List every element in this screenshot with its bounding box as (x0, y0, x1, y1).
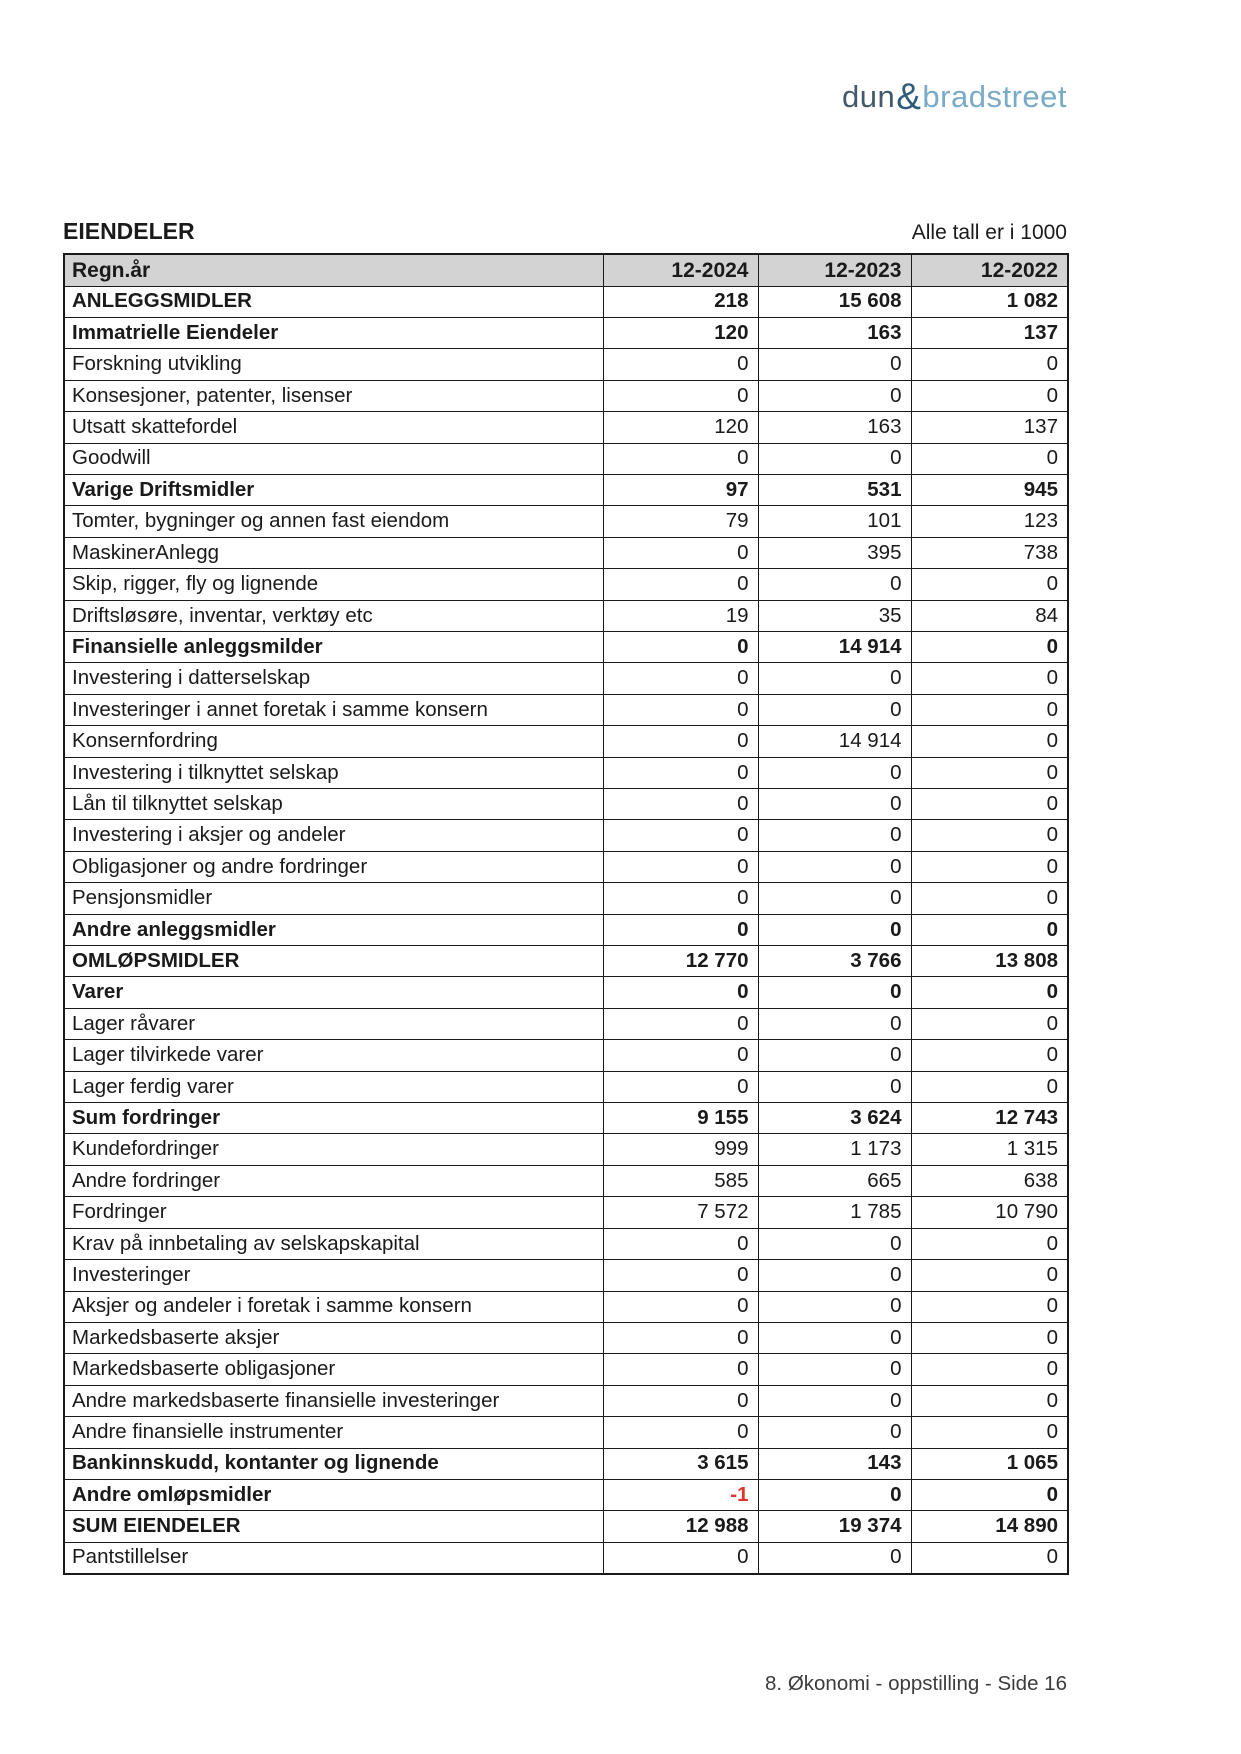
row-value: 0 (603, 663, 758, 694)
row-label: Lån til tilknyttet selskap (64, 789, 603, 820)
row-value: 0 (911, 1542, 1068, 1573)
row-value: 0 (911, 1322, 1068, 1353)
row-value: 120 (603, 317, 758, 348)
row-value: 0 (911, 851, 1068, 882)
row-value: 0 (603, 1071, 758, 1102)
row-label: Pantstillelser (64, 1542, 603, 1573)
table-row (64, 977, 1068, 1008)
row-value: 0 (758, 1385, 911, 1416)
row-value: 79 (603, 506, 758, 537)
row-value: 0 (603, 914, 758, 945)
column-header-12-2022: 12-2022 (911, 254, 1068, 286)
row-label: Pensjonsmidler (64, 883, 603, 914)
logo-text-bradstreet: bradstreet (922, 79, 1067, 114)
row-value: 0 (603, 1008, 758, 1039)
row-label: SUM EIENDELER (64, 1511, 603, 1542)
column-header-regnar: Regn.år (64, 254, 603, 286)
table-row (64, 1260, 1068, 1291)
table-row (64, 1479, 1068, 1510)
row-value: 0 (911, 914, 1068, 945)
row-value: 0 (911, 694, 1068, 725)
table-row (64, 506, 1068, 537)
row-value: 0 (603, 443, 758, 474)
row-label: Obligasjoner og andre fordringer (64, 851, 603, 882)
table-row (64, 569, 1068, 600)
row-label: Andre markedsbaserte finansielle investeringer (64, 1385, 603, 1416)
row-value: 0 (603, 1354, 758, 1385)
row-value: 0 (758, 1008, 911, 1039)
row-label: Kundefordringer (64, 1134, 603, 1165)
row-value: 0 (603, 883, 758, 914)
row-value: 0 (911, 883, 1068, 914)
row-value: 0 (911, 663, 1068, 694)
table-row (64, 1322, 1068, 1353)
table-row (64, 789, 1068, 820)
row-label: Goodwill (64, 443, 603, 474)
row-value: 1 082 (911, 286, 1068, 317)
row-label: Skip, rigger, fly og lignende (64, 569, 603, 600)
row-value: 137 (911, 412, 1068, 443)
table-row (64, 1165, 1068, 1196)
row-value: 163 (758, 412, 911, 443)
row-value: 0 (603, 820, 758, 851)
row-value: 0 (603, 1291, 758, 1322)
table-row (64, 443, 1068, 474)
row-value: 0 (603, 726, 758, 757)
row-label: Konsernfordring (64, 726, 603, 757)
row-value: 84 (911, 600, 1068, 631)
row-value: 0 (911, 1008, 1068, 1039)
row-label: Investeringer i annet foretak i samme konsern (64, 694, 603, 725)
row-label: Investeringer (64, 1260, 603, 1291)
row-value: 0 (758, 443, 911, 474)
row-label: MaskinerAnlegg (64, 537, 603, 568)
row-label: Krav på innbetaling av selskapskapital (64, 1228, 603, 1259)
row-value: 0 (603, 694, 758, 725)
table-row (64, 1417, 1068, 1448)
row-value: 999 (603, 1134, 758, 1165)
balance-sheet-table (63, 253, 1069, 1575)
row-label: Fordringer (64, 1197, 603, 1228)
row-label: Lager ferdig varer (64, 1071, 603, 1102)
table-row (64, 1542, 1068, 1573)
row-value: 218 (603, 286, 758, 317)
row-value: 0 (603, 1385, 758, 1416)
row-value: 0 (911, 1354, 1068, 1385)
row-label: Investering i datterselskap (64, 663, 603, 694)
row-value: 0 (758, 349, 911, 380)
row-value: 0 (911, 569, 1068, 600)
row-value: 7 572 (603, 1197, 758, 1228)
table-row (64, 946, 1068, 977)
row-value: 1 173 (758, 1134, 911, 1165)
row-value: 3 766 (758, 946, 911, 977)
row-value: 0 (603, 977, 758, 1008)
row-value: 19 374 (758, 1511, 911, 1542)
row-value: -1 (603, 1479, 758, 1510)
logo-ampersand-icon: & (896, 76, 922, 117)
row-label: Andre fordringer (64, 1165, 603, 1196)
row-value: 14 914 (758, 726, 911, 757)
row-value: 19 (603, 600, 758, 631)
row-label: Lager råvarer (64, 1008, 603, 1039)
dun-bradstreet-logo (842, 74, 1067, 116)
row-value: 0 (911, 1228, 1068, 1259)
row-value: 3 624 (758, 1103, 911, 1134)
row-value: 0 (911, 443, 1068, 474)
row-value: 0 (758, 1040, 911, 1071)
row-value: 665 (758, 1165, 911, 1196)
row-value: 0 (758, 1354, 911, 1385)
row-value: 0 (758, 1542, 911, 1573)
row-value: 10 790 (911, 1197, 1068, 1228)
table-row (64, 914, 1068, 945)
row-value: 638 (911, 1165, 1068, 1196)
row-value: 1 065 (911, 1448, 1068, 1479)
row-label: Andre finansielle instrumenter (64, 1417, 603, 1448)
table-row (64, 851, 1068, 882)
row-label: Driftsløsøre, inventar, verktøy etc (64, 600, 603, 631)
row-value: 1 785 (758, 1197, 911, 1228)
row-value: 0 (911, 1479, 1068, 1510)
table-row (64, 1511, 1068, 1542)
row-label: Markedsbaserte obligasjoner (64, 1354, 603, 1385)
row-value: 97 (603, 474, 758, 505)
logo-text-dun: dun (842, 79, 896, 114)
row-value: 120 (603, 412, 758, 443)
row-value: 143 (758, 1448, 911, 1479)
table-row (64, 1448, 1068, 1479)
row-value: 0 (758, 694, 911, 725)
page-footer: 8. Økonomi - oppstilling - Side 16 (765, 1672, 1067, 1695)
row-value: 0 (911, 349, 1068, 380)
row-value: 0 (911, 1385, 1068, 1416)
row-label: Utsatt skattefordel (64, 412, 603, 443)
row-label: Sum fordringer (64, 1103, 603, 1134)
table-row (64, 1008, 1068, 1039)
table-row (64, 883, 1068, 914)
row-value: 12 743 (911, 1103, 1068, 1134)
row-value: 0 (603, 1040, 758, 1071)
row-value: 13 808 (911, 946, 1068, 977)
row-label: Finansielle anleggsmilder (64, 631, 603, 662)
row-value: 15 608 (758, 286, 911, 317)
row-label: Forskning utvikling (64, 349, 603, 380)
page-title: EIENDELER (63, 218, 195, 244)
table-row (64, 663, 1068, 694)
row-label: Investering i tilknyttet selskap (64, 757, 603, 788)
row-value: 3 615 (603, 1448, 758, 1479)
row-value: 101 (758, 506, 911, 537)
row-value: 0 (603, 757, 758, 788)
table-header-row (64, 254, 1068, 286)
row-value: 0 (603, 1260, 758, 1291)
row-value: 0 (758, 1322, 911, 1353)
row-value: 12 770 (603, 946, 758, 977)
row-value: 0 (758, 757, 911, 788)
row-value: 137 (911, 317, 1068, 348)
row-label: Bankinnskudd, kontanter og lignende (64, 1448, 603, 1479)
row-value: 0 (911, 757, 1068, 788)
row-value: 0 (911, 977, 1068, 1008)
row-value: 531 (758, 474, 911, 505)
row-value: 0 (758, 820, 911, 851)
table-row (64, 820, 1068, 851)
row-label: Investering i aksjer og andeler (64, 820, 603, 851)
table-row (64, 412, 1068, 443)
row-value: 0 (911, 1260, 1068, 1291)
row-value: 0 (911, 726, 1068, 757)
row-value: 0 (758, 914, 911, 945)
row-label: Andre omløpsmidler (64, 1479, 603, 1510)
row-value: 395 (758, 537, 911, 568)
row-label: Varige Driftsmidler (64, 474, 603, 505)
table-row (64, 1134, 1068, 1165)
row-value: 0 (911, 789, 1068, 820)
row-value: 0 (603, 631, 758, 662)
row-value: 0 (603, 1228, 758, 1259)
row-value: 0 (758, 1260, 911, 1291)
row-value: 0 (758, 789, 911, 820)
row-value: 163 (758, 317, 911, 348)
table-row (64, 757, 1068, 788)
row-value: 0 (758, 851, 911, 882)
row-label: ANLEGGSMIDLER (64, 286, 603, 317)
row-value: 0 (603, 851, 758, 882)
row-label: Varer (64, 977, 603, 1008)
table-row (64, 600, 1068, 631)
row-value: 0 (758, 663, 911, 694)
row-label: Andre anleggsmidler (64, 914, 603, 945)
row-value: 14 890 (911, 1511, 1068, 1542)
table-row (64, 349, 1068, 380)
column-header-12-2024: 12-2024 (603, 254, 758, 286)
row-value: 9 155 (603, 1103, 758, 1134)
row-value: 12 988 (603, 1511, 758, 1542)
row-value: 0 (603, 789, 758, 820)
row-value: 0 (911, 1291, 1068, 1322)
row-value: 585 (603, 1165, 758, 1196)
column-header-12-2023: 12-2023 (758, 254, 911, 286)
row-value: 0 (758, 569, 911, 600)
table-row (64, 380, 1068, 411)
row-value: 0 (758, 1228, 911, 1259)
row-value: 0 (603, 349, 758, 380)
table-row (64, 694, 1068, 725)
row-value: 35 (758, 600, 911, 631)
row-label: Immatrielle Eiendeler (64, 317, 603, 348)
row-value: 14 914 (758, 631, 911, 662)
row-value: 0 (603, 1417, 758, 1448)
table-row (64, 1354, 1068, 1385)
row-label: Markedsbaserte aksjer (64, 1322, 603, 1353)
row-label: Tomter, bygninger og annen fast eiendom (64, 506, 603, 537)
row-value: 0 (758, 977, 911, 1008)
row-value: 1 315 (911, 1134, 1068, 1165)
table-row (64, 286, 1068, 317)
table-row (64, 1040, 1068, 1071)
row-value: 0 (758, 1479, 911, 1510)
row-value: 0 (603, 1542, 758, 1573)
units-note: Alle tall er i 1000 (911, 221, 1067, 244)
row-value: 0 (911, 1417, 1068, 1448)
row-value: 0 (911, 1071, 1068, 1102)
table-row (64, 631, 1068, 662)
row-label: Konsesjoner, patenter, lisenser (64, 380, 603, 411)
row-value: 0 (758, 1291, 911, 1322)
table-row (64, 317, 1068, 348)
row-value: 0 (911, 1040, 1068, 1071)
table-row (64, 1103, 1068, 1134)
row-value: 0 (603, 380, 758, 411)
table-row (64, 1197, 1068, 1228)
row-value: 0 (603, 1322, 758, 1353)
row-value: 123 (911, 506, 1068, 537)
table-row (64, 726, 1068, 757)
section-headline (63, 218, 1067, 245)
row-label: Lager tilvirkede varer (64, 1040, 603, 1071)
row-value: 0 (911, 380, 1068, 411)
row-value: 0 (758, 1417, 911, 1448)
row-value: 0 (603, 537, 758, 568)
row-value: 0 (911, 820, 1068, 851)
table-row (64, 1228, 1068, 1259)
table-row (64, 537, 1068, 568)
row-value: 0 (758, 380, 911, 411)
table-row (64, 1385, 1068, 1416)
table-row (64, 1291, 1068, 1322)
table-row (64, 474, 1068, 505)
row-value: 0 (911, 631, 1068, 662)
row-label: OMLØPSMIDLER (64, 946, 603, 977)
row-label: Aksjer og andeler i foretak i samme konsern (64, 1291, 603, 1322)
table-body (64, 286, 1068, 1574)
row-value: 945 (911, 474, 1068, 505)
row-value: 738 (911, 537, 1068, 568)
row-value: 0 (758, 883, 911, 914)
table-row (64, 1071, 1068, 1102)
row-value: 0 (758, 1071, 911, 1102)
row-value: 0 (603, 569, 758, 600)
